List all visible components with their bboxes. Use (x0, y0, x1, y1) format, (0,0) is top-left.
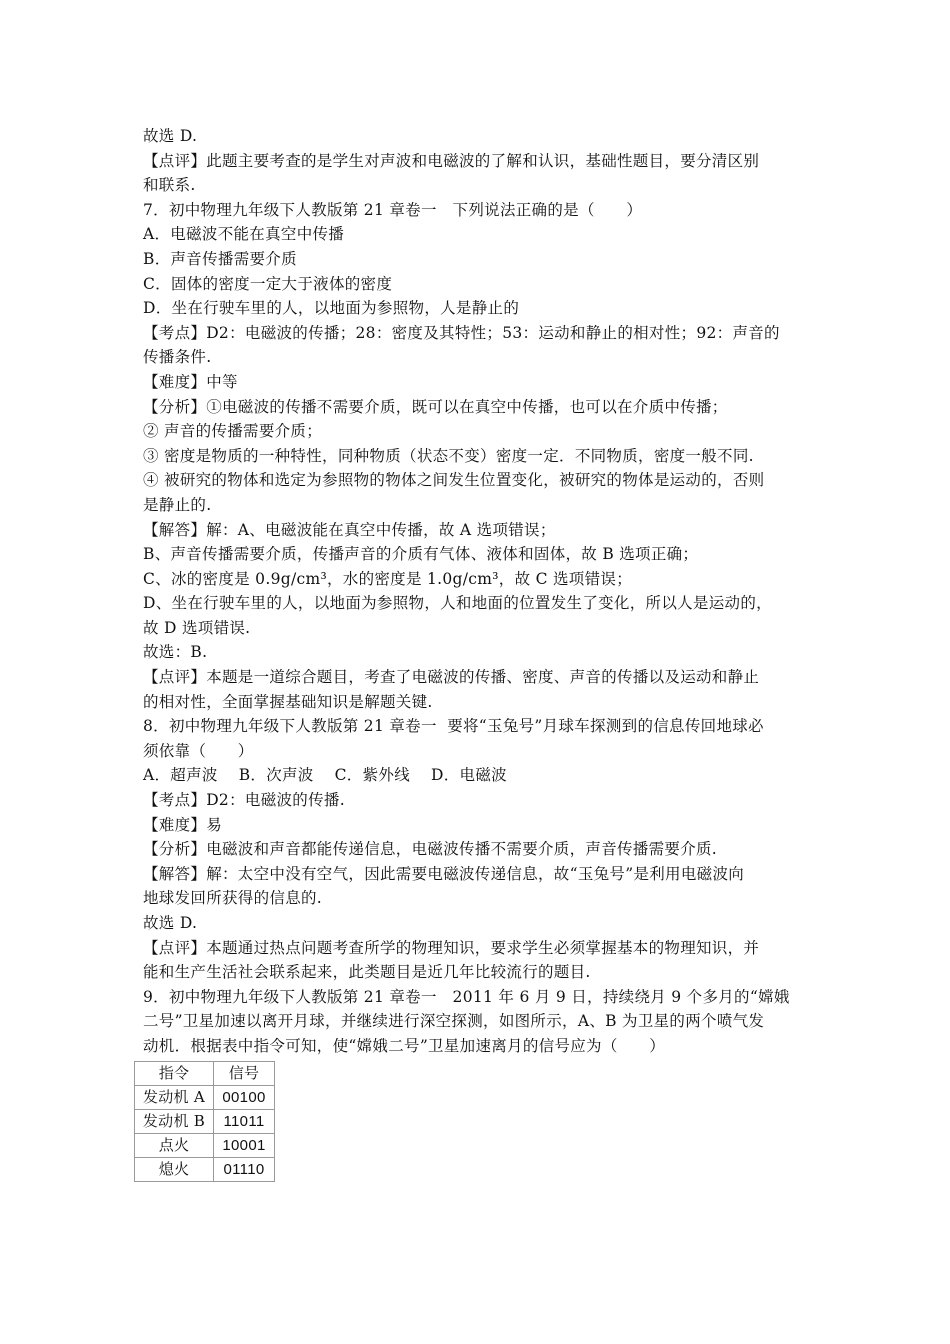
text-line: A．超声波 B．次声波 C．紫外线 D．电磁波 (143, 766, 507, 785)
text-line: 9．初中物理九年级下人教版第 21 章卷一 2011 年 6 月 9 日，持续绕月 9 个多月的“嫦娥 (143, 987, 790, 1006)
text-line: 【考点】D2：电磁波的传播. (143, 791, 345, 810)
table-cell-command: 点火 (135, 1133, 214, 1157)
table-cell-signal: 11011 (214, 1109, 275, 1133)
command-signal-table (134, 1061, 275, 1182)
text-line: 【解答】解：太空中没有空气，因此需要电磁波传递信息，故“玉兔号”是利用电磁波向 (143, 864, 745, 883)
table-header-cell: 信号 (214, 1061, 275, 1085)
text-line: 故选：B. (143, 643, 208, 662)
text-line: C、冰的密度是 0.9g/cm³，水的密度是 1.0g/cm³，故 C 选项错误； (143, 569, 633, 588)
text-line: A．电磁波不能在真空中传播 (143, 225, 345, 244)
text-line: 【点评】本题是一道综合题目，考查了电磁波的传播、密度、声音的传播以及运动和静止 (143, 668, 760, 687)
text-line: 是静止的. (143, 495, 212, 514)
table-cell-command: 发动机 A (135, 1085, 214, 1109)
table-header-row (135, 1061, 275, 1085)
table-cell-signal: 01110 (214, 1157, 275, 1181)
text-line: 8．初中物理九年级下人教版第 21 章卷一 要将“玉兔号”月球车探测到的信息传回地球必 (143, 717, 764, 736)
table-cell-command: 熄火 (135, 1157, 214, 1181)
text-line: 【分析】①电磁波的传播不需要介质，既可以在真空中传播，也可以在介质中传播； (143, 397, 728, 416)
text-line: 7．初中物理九年级下人教版第 21 章卷一 下列说法正确的是（ ） (143, 200, 643, 219)
text-line: 【难度】易 (143, 815, 223, 834)
text-line: 【分析】电磁波和声音都能传递信息，电磁波传播不需要介质，声音传播需要介质. (143, 840, 718, 859)
text-line: 和联系. (143, 176, 196, 195)
text-line: 【难度】中等 (143, 372, 238, 391)
text-line: ② 声音的传播需要介质； (143, 422, 323, 441)
text-lines (143, 124, 823, 1059)
table-cell-signal: 00100 (214, 1085, 275, 1109)
text-line: 须依靠（ ） (143, 741, 254, 760)
text-line: ④ 被研究的物体和选定为参照物的物体之间发生位置变化，被研究的物体是运动的，否则 (143, 471, 765, 490)
table-cell-command: 发动机 B (135, 1109, 214, 1133)
text-line: 能和生产生活社会联系起来，此类题目是近几年比较流行的题目. (143, 963, 591, 982)
text-line: 【点评】本题通过热点问题考查所学的物理知识，要求学生必须掌握基本的物理知识，并 (143, 938, 760, 957)
text-line: C．固体的密度一定大于液体的密度 (143, 274, 393, 293)
text-line: 故选 D. (143, 127, 198, 145)
text-line: 二号”卫星加速以离开月球，并继续进行深空探测，如图所示，A、B 为卫星的两个喷气发 (143, 1012, 765, 1031)
table-row (135, 1157, 275, 1181)
text-line: 故 D 选项错误. (143, 618, 251, 637)
table-row (135, 1109, 275, 1133)
text-line: 动机．根据表中指令可知，使“嫦娥二号”卫星加速离月的信号应为（ ） (143, 1036, 666, 1055)
document-body (143, 124, 823, 1182)
text-line: 【考点】D2：电磁波的传播；28：密度及其特性；53：运动和静止的相对性；92：声音的 (143, 323, 780, 342)
text-line: 故选 D. (143, 914, 198, 932)
table-cell-signal: 10001 (214, 1133, 275, 1157)
text-line: D．坐在行驶车里的人，以地面为参照物，人是静止的 (143, 299, 520, 318)
table-row (135, 1133, 275, 1157)
text-line: 的相对性，全面掌握基础知识是解题关键. (143, 692, 433, 711)
text-line: B、声音传播需要介质，传播声音的介质有气体、液体和固体，故 B 选项正确； (143, 545, 699, 564)
text-line: 地球发回所获得的信息的. (143, 889, 323, 908)
text-line: 传播条件. (143, 348, 212, 367)
text-line: ③ 密度是物质的一种特性，同种物质（状态不变）密度一定．不同物质，密度一般不同. (143, 446, 754, 465)
table-header-cell: 指令 (135, 1061, 214, 1085)
text-line: 【解答】解：A、电磁波能在真空中传播，故 A 选项错误； (143, 520, 556, 539)
text-line: D、坐在行驶车里的人，以地面为参照物，人和地面的位置发生了变化，所以人是运动的， (143, 594, 772, 613)
text-line: 【点评】此题主要考查的是学生对声波和电磁波的了解和认识，基础性题目，要分清区别 (143, 151, 760, 170)
table-row (135, 1085, 275, 1109)
text-line: B．声音传播需要介质 (143, 249, 297, 268)
